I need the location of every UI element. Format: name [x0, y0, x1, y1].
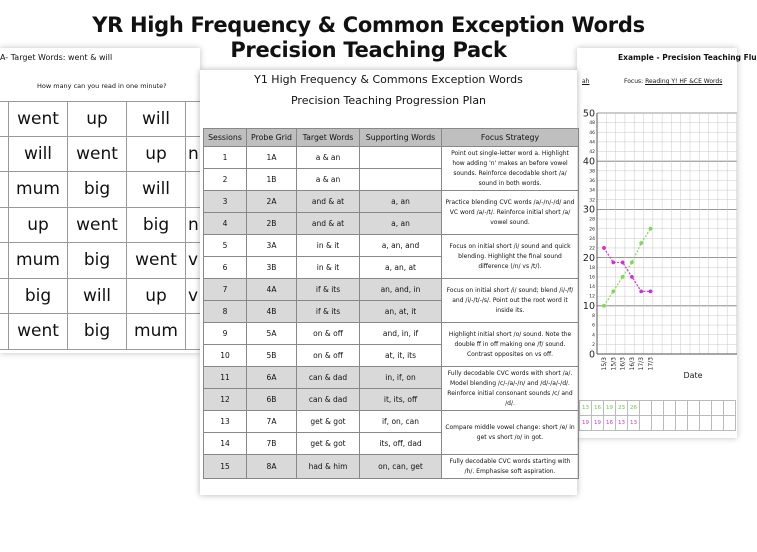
- plan-cell-target: get & got: [297, 411, 360, 433]
- fluency-focus-label: Focus:: [624, 78, 644, 85]
- plan-cell-session: 3: [204, 191, 247, 213]
- plan-cell-grid: 3B: [247, 257, 297, 279]
- score-cell: [700, 401, 712, 416]
- probe-word: will: [127, 172, 186, 207]
- score-cell: [652, 416, 664, 431]
- score-table: [579, 400, 736, 431]
- probe-word: up: [127, 279, 186, 314]
- probe-word: [186, 314, 201, 349]
- y-tick-label: 48: [589, 121, 595, 127]
- x-axis-label: Date: [683, 371, 703, 380]
- fluency-line-chart: [577, 48, 737, 398]
- y-tick-label: 8: [592, 314, 595, 320]
- plan-cell-support: an, at, it: [360, 301, 442, 323]
- probe-word: big: [9, 279, 68, 314]
- plan-cell-strategy: Fully decodable CVC words starting with /h/. Emphasise soft aspiration.: [442, 455, 579, 479]
- score-cell: 19: [592, 416, 604, 431]
- plan-cell-session: 8: [204, 301, 247, 323]
- plan-cell-target: in & it: [297, 235, 360, 257]
- probe-word: will: [127, 102, 186, 136]
- probe-word: went: [127, 243, 186, 278]
- score-cell: [700, 416, 712, 431]
- plan-cell-support: an, and, in: [360, 279, 442, 301]
- plan-row: [204, 411, 579, 433]
- plan-cell-session: 4: [204, 213, 247, 235]
- plan-cell-support: its, off, dad: [360, 433, 442, 455]
- probe-word: n: [188, 214, 199, 235]
- probe-word-grid: [0, 101, 200, 350]
- probe-word: [186, 102, 201, 136]
- plan-cell-support: a, an: [360, 213, 442, 235]
- score-cell: [676, 401, 688, 416]
- plan-cell-support: in, if, on: [360, 367, 442, 389]
- probe-word: [186, 172, 201, 207]
- probe-word: big: [127, 208, 186, 243]
- probe-word: v: [188, 285, 199, 306]
- plan-row: [204, 191, 579, 213]
- plan-header-row: [204, 129, 579, 147]
- plan-cell-target: and & at: [297, 213, 360, 235]
- plan-row: [204, 147, 579, 169]
- series-point: [611, 261, 615, 265]
- y-tick-label: 4: [592, 333, 595, 339]
- plan-cell-target: on & off: [297, 345, 360, 367]
- plan-cell-support: and, in, if: [360, 323, 442, 345]
- probe-word: went: [9, 102, 68, 136]
- plan-cell-session: 7: [204, 279, 247, 301]
- probe-word: [0, 314, 9, 349]
- progression-plan-page: [200, 70, 577, 495]
- y-tick-label: 10: [582, 301, 595, 313]
- series-point: [639, 289, 643, 293]
- plan-cell-grid: 4B: [247, 301, 297, 323]
- probe-word: will: [9, 137, 68, 172]
- plan-cell-grid: 2B: [247, 213, 297, 235]
- plan-cell-grid: 7B: [247, 433, 297, 455]
- y-tick-label: 26: [589, 227, 595, 233]
- score-cell: 13: [616, 416, 628, 431]
- score-cell: 13: [580, 401, 592, 416]
- y-tick-label: 40: [582, 156, 595, 168]
- plan-cell-session: 14: [204, 433, 247, 455]
- plan-cell-strategy: Fully decodable CVC words with short /a/. Model blending /c/-/a/-/n/ and /d/-/a/-/d/. Reinforce initial consonant sounds /c/ and /d/.: [442, 367, 579, 411]
- y-tick-label: 44: [589, 140, 595, 146]
- probe-sheet-subheader: How many can you read in one minute?: [37, 82, 167, 90]
- y-tick-label: 38: [589, 169, 595, 175]
- header-supporting-words: Supporting Words: [360, 129, 442, 147]
- plan-row: [204, 323, 579, 345]
- score-cell: [724, 416, 736, 431]
- series-point: [621, 261, 625, 265]
- y-tick-label: 14: [589, 285, 595, 291]
- probe-sheet: [0, 48, 200, 353]
- plan-cell-support: [360, 147, 442, 169]
- score-cell: 26: [628, 401, 640, 416]
- y-tick-label: 50: [582, 108, 595, 120]
- probe-word: [0, 102, 9, 136]
- header-probe-grid: Probe Grid: [247, 129, 297, 147]
- plan-cell-grid: 2A: [247, 191, 297, 213]
- score-cell: 16: [592, 401, 604, 416]
- plan-cell-support: [360, 169, 442, 191]
- y-tick-label: 42: [589, 150, 595, 156]
- progression-plan-table: [203, 128, 579, 479]
- plan-cell-strategy: Focus on initial short /i/ sound and quick blending. Highlight the final sound difference (/n/ vs /t/).: [442, 235, 579, 279]
- x-tick-label: 15/3: [610, 357, 618, 371]
- plan-cell-grid: 8A: [247, 455, 297, 479]
- plan-cell-support: at, it, its: [360, 345, 442, 367]
- series-point: [630, 261, 634, 265]
- x-tick-label: 17/3: [647, 357, 655, 371]
- y-tick-label: 36: [589, 179, 595, 185]
- plan-row: [204, 235, 579, 257]
- header-sessions: Sessions: [204, 129, 247, 147]
- plan-cell-target: a & an: [297, 169, 360, 191]
- probe-word: big: [68, 172, 127, 207]
- plan-cell-grid: 5B: [247, 345, 297, 367]
- probe-word: [0, 172, 9, 207]
- plan-cell-grid: 1A: [247, 147, 297, 169]
- score-cell: [652, 401, 664, 416]
- fluency-sheet-fragment: ah: [582, 78, 590, 85]
- probe-row: [0, 137, 200, 173]
- probe-word: went: [68, 137, 127, 172]
- score-cell: [688, 401, 700, 416]
- probe-word: [0, 137, 9, 172]
- pack-title-line1: YR High Frequency & Common Exception Words: [92, 13, 645, 37]
- score-cell: [664, 416, 676, 431]
- score-cell: [712, 401, 724, 416]
- plan-cell-session: 12: [204, 389, 247, 411]
- plan-subtitle: Precision Teaching Progression Plan: [290, 94, 487, 107]
- score-row-pink: [580, 416, 736, 431]
- plan-cell-session: 2: [204, 169, 247, 191]
- score-cell: 19: [580, 416, 592, 431]
- score-cell: [724, 401, 736, 416]
- series-point: [649, 227, 653, 231]
- plan-cell-grid: 5A: [247, 323, 297, 345]
- plan-cell-grid: 4A: [247, 279, 297, 301]
- plan-cell-support: a, an, at: [360, 257, 442, 279]
- series-point: [630, 275, 634, 279]
- y-tick-label: 18: [589, 265, 595, 271]
- plan-cell-strategy: Practice blending CVC words /a/-/n/-/d/ and VC word /a/-/t/. Reinforce initial short /a/ vowel sound.: [442, 191, 579, 235]
- y-tick-label: 16: [589, 275, 595, 281]
- probe-word: went: [9, 314, 68, 349]
- probe-row: [0, 101, 200, 137]
- fluency-sheet-title: Example - Precision Teaching Flu: [618, 53, 757, 62]
- series-point: [649, 289, 653, 293]
- plan-cell-grid: 7A: [247, 411, 297, 433]
- plan-cell-target: a & an: [297, 147, 360, 169]
- plan-cell-strategy: Focus on initial short /i/ sound; blend /i/-/f/ and /i/-/t/-/s/. Point out the root word it inside its.: [442, 279, 579, 323]
- plan-cell-target: can & dad: [297, 389, 360, 411]
- fluency-chart-sheet: [577, 48, 757, 438]
- probe-word: will: [68, 279, 127, 314]
- plan-cell-session: 6: [204, 257, 247, 279]
- plan-cell-target: can & dad: [297, 367, 360, 389]
- probe-word: big: [68, 314, 127, 349]
- y-tick-label: 28: [589, 217, 595, 223]
- y-tick-label: 2: [592, 342, 595, 348]
- y-tick-label: 20: [582, 252, 595, 264]
- series-point: [639, 241, 643, 245]
- x-tick-label: 16/3: [628, 357, 636, 371]
- probe-word: went: [68, 208, 127, 243]
- plan-cell-session: 10: [204, 345, 247, 367]
- probe-word: [0, 279, 9, 314]
- score-cell: [640, 401, 652, 416]
- plan-cell-grid: 3A: [247, 235, 297, 257]
- pack-title-line2: Precision Teaching Pack: [230, 38, 507, 62]
- score-row-green: [580, 401, 736, 416]
- plan-cell-session: 9: [204, 323, 247, 345]
- y-tick-label: 6: [592, 323, 595, 329]
- probe-word: big: [68, 243, 127, 278]
- plan-row: [204, 279, 579, 301]
- plan-cell-support: if, on, can: [360, 411, 442, 433]
- plan-cell-grid: 6B: [247, 389, 297, 411]
- plan-cell-target: and & at: [297, 191, 360, 213]
- plan-title: Y1 High Frequency & Commons Exception Words: [254, 73, 523, 86]
- plan-row: [204, 455, 579, 479]
- probe-sheet-header: A- Target Words: went & will: [0, 53, 113, 62]
- probe-word: mum: [127, 314, 186, 349]
- probe-row: [0, 172, 200, 208]
- plan-cell-support: a, an, and: [360, 235, 442, 257]
- x-tick-label: 15/3: [601, 357, 608, 371]
- probe-word: mum: [9, 172, 68, 207]
- probe-word: mum: [9, 243, 68, 278]
- score-cell: 23: [616, 401, 628, 416]
- probe-word: v: [188, 250, 199, 270]
- probe-word: up: [127, 137, 186, 172]
- plan-row: [204, 367, 579, 389]
- series-point: [621, 275, 625, 279]
- plan-cell-session: 11: [204, 367, 247, 389]
- plan-cell-target: on & off: [297, 323, 360, 345]
- y-tick-label: 30: [582, 204, 595, 216]
- header-focus-strategy: Focus Strategy: [442, 129, 579, 147]
- probe-word: n: [188, 143, 199, 164]
- y-tick-label: 12: [589, 294, 595, 300]
- y-tick-label: 22: [589, 246, 595, 252]
- series-point: [602, 246, 606, 250]
- plan-cell-session: 13: [204, 411, 247, 433]
- score-cell: 13: [628, 416, 640, 431]
- plan-cell-target: get & got: [297, 433, 360, 455]
- probe-row: [0, 314, 200, 350]
- score-cell: [640, 416, 652, 431]
- score-cell: 19: [604, 401, 616, 416]
- probe-row: [0, 279, 200, 315]
- score-cell: [676, 416, 688, 431]
- y-tick-label: 46: [589, 130, 595, 136]
- plan-cell-target: in & it: [297, 257, 360, 279]
- plan-cell-target: if & its: [297, 279, 360, 301]
- score-cell: [688, 416, 700, 431]
- plan-cell-strategy: Compare middle vowel change: short /e/ in get vs short /o/ in got.: [442, 411, 579, 455]
- plan-cell-session: 5: [204, 235, 247, 257]
- plan-cell-target: if & its: [297, 301, 360, 323]
- series-point: [611, 289, 615, 293]
- header-target-words: Target Words: [297, 129, 360, 147]
- y-tick-label: 32: [589, 198, 595, 204]
- y-tick-label: 24: [589, 236, 595, 242]
- score-cell: 16: [604, 416, 616, 431]
- probe-word: up: [68, 102, 127, 136]
- series-point: [602, 304, 606, 308]
- plan-cell-support: a, an: [360, 191, 442, 213]
- plan-cell-support: on, can, get: [360, 455, 442, 479]
- x-tick-label: 17/3: [638, 357, 646, 371]
- probe-word: [0, 208, 9, 243]
- plan-cell-strategy: Point out single-letter word a. Highlight how adding 'n' makes an before vowel sounds. Reinforce decodable short /a/ sound in both words.: [442, 147, 579, 191]
- x-tick-label: 16/3: [619, 357, 627, 371]
- y-tick-label: 34: [589, 188, 595, 194]
- fluency-focus-value: Reading Y! HF &CE Words: [645, 78, 723, 85]
- probe-word: up: [9, 208, 68, 243]
- plan-cell-strategy: Highlight initial short /o/ sound. Note the double ff in off making one /f/ sound. Contrast opposites on vs off.: [442, 323, 579, 367]
- plan-cell-target: had & him: [297, 455, 360, 479]
- probe-row: [0, 208, 200, 244]
- score-cell: [664, 401, 676, 416]
- plan-cell-grid: 1B: [247, 169, 297, 191]
- plan-cell-support: it, its, off: [360, 389, 442, 411]
- y-tick-label: 0: [588, 349, 595, 361]
- probe-word: [0, 243, 9, 278]
- score-cell: [712, 416, 724, 431]
- plan-cell-session: 15: [204, 455, 247, 479]
- plan-cell-session: 1: [204, 147, 247, 169]
- probe-row: [0, 243, 200, 279]
- plan-cell-grid: 6A: [247, 367, 297, 389]
